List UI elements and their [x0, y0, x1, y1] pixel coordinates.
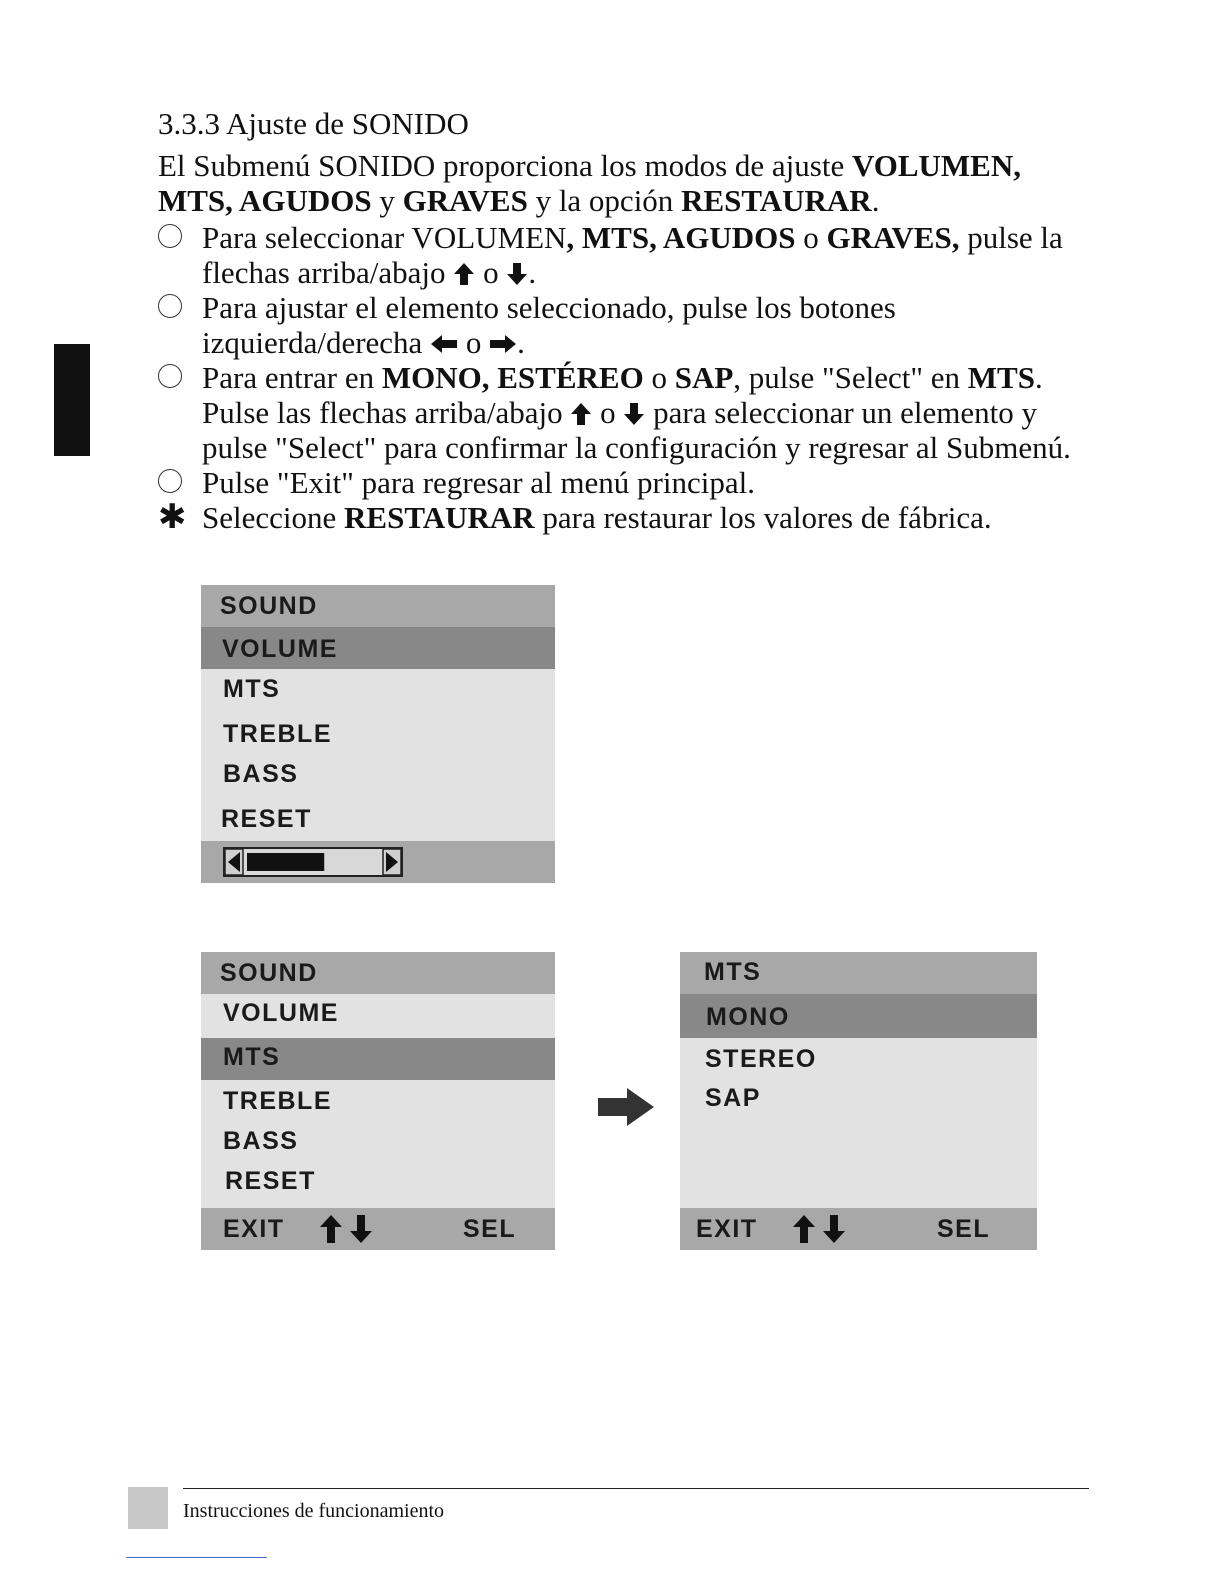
bullet-line: [202, 325, 1118, 360]
menu-item-label: BASS: [223, 760, 299, 788]
bullet-bold: MONO, ESTÉREO: [381, 360, 644, 395]
sound-menu-volume: [201, 585, 555, 883]
menu-item-label: MTS: [223, 1043, 281, 1071]
bullet-text: para restaurar los valores de fábrica.: [534, 500, 992, 535]
bullet-bold: MTS: [967, 360, 1035, 395]
bullet-adjust: [158, 290, 1118, 360]
bullet-text: Para entrar en: [202, 360, 382, 395]
bullet-bold: GRAVES,: [826, 220, 960, 255]
bullet-text: Para seleccionar VOLUMEN: [202, 220, 567, 255]
side-tab-marker: [54, 344, 90, 456]
transition-arrow-icon: [597, 1087, 655, 1127]
volume-bar-row: [201, 841, 555, 883]
intro-bold: RESTAURAR: [681, 183, 872, 218]
menu-item-bass[interactable]: [201, 1122, 555, 1162]
menu-footer: [680, 1208, 1037, 1250]
bullet-mts: [158, 360, 1118, 465]
menu-item-label: STEREO: [705, 1045, 817, 1073]
bullet-bold: SAP: [674, 360, 734, 395]
circle-bullet-icon: [158, 469, 182, 493]
bullet-line: [202, 220, 1118, 255]
circle-bullet-icon: [158, 294, 182, 318]
arrow-right-icon: [489, 333, 517, 355]
section-title: 3.3.3 Ajuste de SONIDO: [158, 106, 469, 141]
bullet-exit: [158, 465, 1118, 500]
arrow-up-icon: [570, 402, 592, 426]
bullet-text: o: [592, 395, 624, 430]
bullet-line: [202, 465, 1118, 500]
footer-divider: [183, 1488, 1089, 1489]
intro-line-1: [158, 148, 1108, 183]
arrow-down-icon: [506, 262, 528, 286]
menu-item-label: RESET: [221, 805, 312, 833]
up-down-arrows-icon: [319, 1214, 375, 1244]
menu-item-label: MONO: [706, 1003, 790, 1031]
bullet-text: pulse la: [959, 220, 1063, 255]
bullet-bold: RESTAURAR: [344, 500, 535, 535]
menu-footer: [201, 1208, 555, 1250]
bullet-text: o: [795, 220, 827, 255]
menu-title-bar: [201, 952, 555, 994]
menu-item-stereo[interactable]: [680, 1038, 1037, 1080]
bullet-line: [202, 430, 1118, 465]
bullet-text: .: [528, 255, 537, 290]
menu-item-label: VOLUME: [223, 999, 339, 1027]
bullet-text: Seleccione: [202, 500, 345, 535]
menu-item-label: RESET: [225, 1167, 316, 1195]
menu-item-treble[interactable]: [201, 713, 555, 755]
exit-button[interactable]: EXIT: [696, 1215, 758, 1243]
menu-item-label: TREBLE: [223, 1087, 332, 1115]
bullet-text: para seleccionar un elemento y: [645, 395, 1038, 430]
menu-title-bar: [201, 585, 555, 627]
sel-button[interactable]: SEL: [463, 1215, 517, 1243]
bullet-text: .: [1034, 360, 1043, 395]
bullet-text: .: [517, 325, 525, 360]
menu-item-label: MTS: [223, 675, 281, 703]
bullet-text: , pulse "Select" en: [733, 360, 968, 395]
sel-button[interactable]: SEL: [937, 1215, 991, 1243]
footer-underline: [126, 1557, 267, 1558]
arrow-down-icon: [623, 402, 645, 426]
menu-title: MTS: [704, 958, 762, 986]
menu-item-treble[interactable]: [201, 1080, 555, 1122]
bullet-line: [202, 360, 1118, 395]
menu-item-label: BASS: [223, 1127, 299, 1155]
mts-submenu: [680, 952, 1037, 1250]
bullet-select: [158, 220, 1118, 290]
intro-bold: VOLUMEN,: [851, 148, 1022, 183]
menu-title-bar: [680, 952, 1037, 994]
menu-item-mts[interactable]: [201, 1038, 555, 1080]
arrow-up-icon: [453, 262, 475, 286]
footer-title: Instrucciones de funcionamiento: [183, 1500, 445, 1522]
bullet-text: Para ajustar el elemento seleccionado, pulse los botones: [202, 290, 896, 325]
asterisk-bullet-icon: ✱: [158, 497, 187, 537]
intro-text: El Submenú SONIDO proporciona los modos de ajuste: [158, 148, 852, 183]
menu-item-reset[interactable]: [201, 797, 555, 841]
bullet-text: pulse "Select" para confirmar la configuración y regresar al Submenú.: [202, 430, 1071, 465]
bullet-text: Pulse las flechas arriba/abajo: [202, 395, 571, 430]
menu-item-volume[interactable]: [201, 627, 555, 669]
intro-text: y: [371, 183, 403, 218]
bullet-text: o: [643, 360, 675, 395]
intro-bold: MTS, AGUDOS: [158, 183, 372, 218]
intro-bold: GRAVES: [402, 183, 528, 218]
menu-item-volume[interactable]: [201, 994, 555, 1038]
bullet-reset: [158, 497, 1118, 537]
sound-menu-mts: [201, 952, 555, 1250]
bullet-line: [202, 255, 1118, 290]
circle-bullet-icon: [158, 364, 182, 388]
intro-text: y la opción: [527, 183, 682, 218]
volume-slider[interactable]: [223, 847, 403, 877]
up-down-arrows-icon: [792, 1214, 848, 1244]
intro-text: .: [871, 183, 880, 218]
arrow-left-icon: [430, 333, 458, 355]
menu-item-mono[interactable]: [680, 994, 1037, 1038]
bullet-text: o: [458, 325, 490, 360]
bullet-text: izquierda/derecha: [202, 325, 431, 360]
bullet-line: [202, 395, 1118, 430]
intro-line-2: [158, 183, 1108, 218]
bullet-text: o: [475, 255, 507, 290]
page-number-box: [128, 1487, 168, 1529]
menu-item-bass[interactable]: [201, 755, 555, 797]
bullet-line: [202, 500, 1118, 535]
menu-item-mts[interactable]: [201, 669, 555, 713]
menu-item-label: TREBLE: [223, 720, 332, 748]
menu-item-reset[interactable]: [201, 1162, 555, 1208]
menu-title: SOUND: [220, 959, 318, 987]
menu-title: SOUND: [220, 592, 318, 620]
menu-item-label: SAP: [705, 1084, 761, 1112]
exit-button[interactable]: EXIT: [223, 1215, 285, 1243]
menu-item-sap[interactable]: [680, 1080, 1037, 1122]
circle-bullet-icon: [158, 224, 182, 248]
volume-level-fill: [247, 853, 324, 871]
bullet-text: flechas arriba/abajo: [202, 255, 454, 290]
bullet-line: [202, 290, 1118, 325]
menu-item-label: VOLUME: [222, 635, 338, 663]
intro-paragraph: [158, 148, 1108, 218]
bullet-bold: , MTS, AGUDOS: [566, 220, 796, 255]
bullet-text: Pulse "Exit" para regresar al menú principal.: [202, 465, 755, 500]
instruction-list: [158, 220, 1118, 535]
